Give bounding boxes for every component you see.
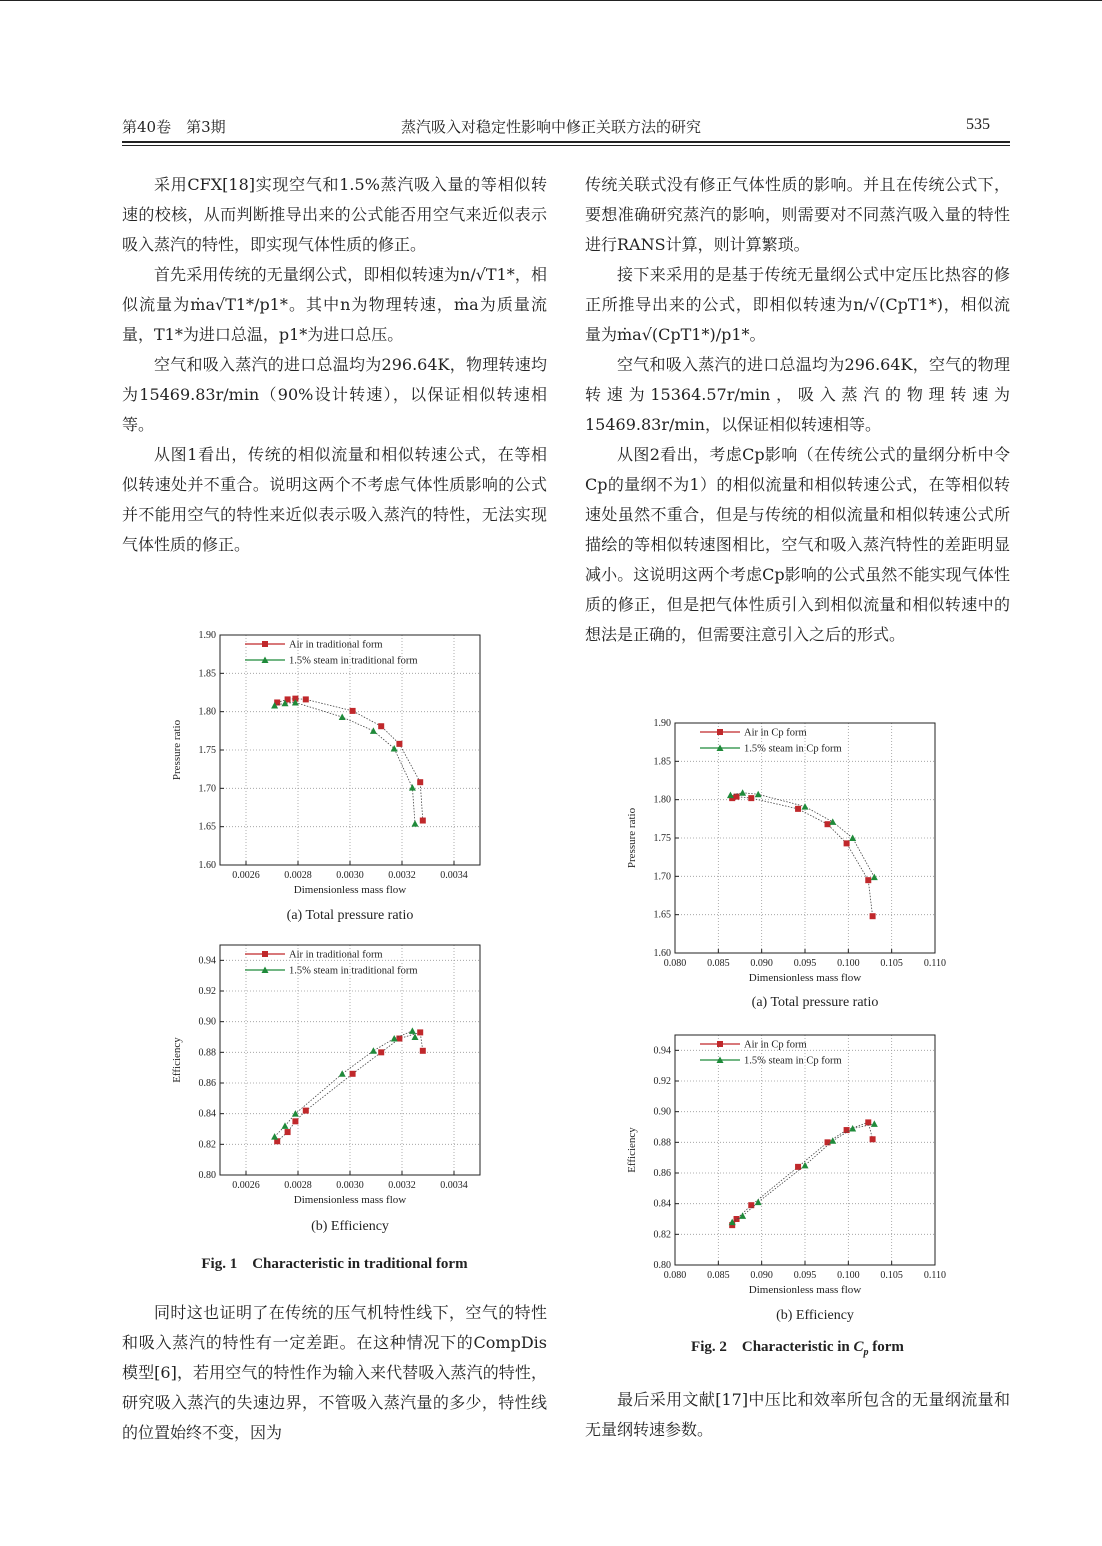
data-point — [727, 792, 734, 799]
data-point — [378, 723, 384, 729]
legend-label: Air in Cp form — [744, 727, 807, 739]
data-point — [844, 1127, 850, 1133]
y-axis-label: Pressure ratio — [171, 719, 183, 781]
x-tick-label: 0.095 — [793, 1270, 817, 1281]
data-point — [802, 803, 809, 810]
data-point — [409, 784, 416, 791]
x-tick-label: 0.100 — [837, 1270, 860, 1281]
x-tick-label: 0.0034 — [440, 870, 468, 881]
x-tick-label: 0.080 — [663, 958, 687, 969]
data-point — [870, 1136, 876, 1142]
fig2-caption-subscript: p — [863, 1347, 869, 1358]
y-axis-label: Efficiency — [171, 1037, 183, 1083]
paragraph: 接下来采用的是基于传统无量纲公式中定压比热容的修正所推导出来的公式，即相似转速为n/√(CpT1*)，相似流量为ṁa√(CpT1*)/p1*。 — [585, 265, 1010, 344]
left-column — [122, 170, 547, 560]
y-tick-label: 0.92 — [653, 1076, 671, 1087]
data-point — [795, 1164, 801, 1170]
paragraph: 传统关联式没有修正气体性质的影响。并且在传统公式下，要想准确研究蒸汽的影响，则需要对不同蒸汽吸入量的特性进行RANS计算，则计算繁琐。 — [585, 175, 1010, 254]
y-tick-label: 1.70 — [653, 871, 671, 883]
y-axis-label: Pressure ratio — [626, 807, 638, 869]
data-point — [417, 779, 423, 785]
fig2-caption-symbol: C — [853, 1339, 864, 1355]
x-tick-label: 0.080 — [663, 1270, 687, 1281]
fig1a-chart — [160, 620, 520, 910]
data-point — [825, 1139, 831, 1145]
x-axis-label: Dimensionless mass flow — [293, 884, 407, 896]
data-point — [420, 818, 426, 824]
x-tick-label: 0.085 — [707, 958, 730, 969]
data-point — [871, 1120, 878, 1127]
y-tick-label: 0.84 — [198, 1108, 216, 1120]
fig2a-caption: (a) Total pressure ratio — [751, 995, 879, 1010]
data-point — [303, 1108, 309, 1114]
fig2a-chart — [615, 708, 975, 998]
data-point — [303, 696, 309, 702]
y-tick-label: 0.82 — [653, 1229, 671, 1241]
paragraph: 最后采用文献[17]中压比和效率所包含的无量纲流量和无量纲转速参数。 — [585, 1390, 1010, 1439]
y-tick-label: 0.92 — [198, 986, 216, 997]
x-tick-label: 0.0026 — [232, 1180, 260, 1191]
data-point — [795, 806, 801, 812]
fig2-caption — [585, 1335, 1010, 1358]
y-tick-label: 1.60 — [653, 948, 671, 959]
paragraph: 首先采用传统的无量纲公式，即相似转速为n/√T1*，相似流量为ṁa√T1*/p1*。其中n为物理转速，ṁa为质量流量，T1*为进口总温，p1*为进口总压。 — [122, 265, 547, 344]
data-point — [417, 1029, 423, 1035]
y-tick-label: 0.88 — [653, 1137, 671, 1149]
data-point — [748, 795, 754, 801]
data-point — [396, 741, 402, 747]
y-axis-label: Efficiency — [626, 1127, 638, 1173]
data-point — [755, 791, 762, 798]
x-tick-label: 0.090 — [750, 1270, 773, 1281]
fig2-caption-suffix: form — [868, 1339, 904, 1355]
page-top-border — [0, 0, 1102, 1]
y-tick-label: 1.90 — [198, 630, 216, 641]
fig1-caption: Fig. 1 Characteristic in traditional form — [201, 1256, 468, 1272]
legend-marker — [717, 729, 723, 735]
data-point — [870, 913, 876, 919]
y-tick-label: 1.65 — [653, 909, 671, 921]
data-point — [748, 1202, 754, 1208]
paragraph: 从图2看出，考虑Cp影响（在传统公式的量纲分析中令Cp的量纲不为1）的相似流量和相似转速公式，在等相似转速处虽然不重合，但是与传统的相似流量和相似转速公式所描绘的等相似转速图相比，空气和吸入蒸汽特性的差距明显减小。这说明这两个考虑Cp影响的公式虽然不能实现气体性质的修正，但是把气体性质引入到相似流量和相似转速中的想法是正确的，但需要注意引入之后的形式。 — [585, 445, 1010, 644]
header-rule-thin — [122, 145, 1010, 146]
data-point — [350, 708, 356, 714]
data-point — [370, 727, 377, 734]
x-tick-label: 0.0030 — [336, 1180, 364, 1191]
paragraph: 从图1看出，传统的相似流量和相似转速公式，在等相似转速处并不重合。说明这两个不考虑气体性质影响的公式并不能用空气的特性来近似表示吸入蒸汽的特性，无法实现气体性质的修正。 — [122, 445, 547, 554]
series-line — [275, 702, 415, 823]
data-point — [396, 1036, 402, 1042]
x-tick-label: 0.105 — [880, 1270, 903, 1281]
y-tick-label: 0.86 — [198, 1078, 216, 1089]
x-axis-label: Dimensionless mass flow — [748, 1284, 862, 1296]
data-point — [849, 1125, 856, 1132]
legend-marker — [717, 1041, 723, 1047]
legend-label: Air in traditional form — [289, 639, 383, 651]
x-tick-label: 0.085 — [707, 1270, 730, 1281]
right-bottom-text — [585, 1385, 1010, 1445]
series-line — [732, 797, 872, 917]
data-point — [871, 874, 878, 881]
legend-label: 1.5% steam in Cp form — [744, 743, 842, 755]
x-tick-label: 0.110 — [923, 1270, 947, 1281]
x-tick-label: 0.090 — [750, 958, 773, 969]
y-tick-label: 0.82 — [198, 1139, 216, 1151]
y-tick-label: 0.88 — [198, 1047, 216, 1059]
paragraph: 同时这也证明了在传统的压气机特性线下，空气的特性和吸入蒸汽的特性有一定差距。在这种情况下的CompDis模型[6]，若用空气的特性作为输入来代替吸入蒸汽的特性，研究吸入蒸汽的失速边界，不管吸入蒸汽量的多少，特性线的位置始终不变，因为 — [122, 1303, 547, 1442]
header-rule — [122, 141, 1010, 143]
data-point — [350, 1071, 356, 1077]
x-tick-label: 0.0032 — [388, 1180, 416, 1191]
data-point — [285, 1129, 291, 1135]
fig1b-chart — [160, 930, 520, 1220]
fig2b-chart — [615, 1020, 975, 1310]
x-tick-label: 0.0032 — [388, 870, 416, 881]
y-tick-label: 0.86 — [653, 1168, 671, 1179]
y-tick-label: 1.90 — [653, 718, 671, 729]
legend-label: 1.5% steam in Cp form — [744, 1055, 842, 1067]
legend-label: 1.5% steam in traditional form — [289, 965, 418, 977]
page-number: 535 — [966, 116, 990, 133]
y-tick-label: 0.84 — [653, 1198, 671, 1210]
left-bottom-text — [122, 1298, 547, 1448]
series-line — [732, 1122, 872, 1225]
running-title: 蒸汽吸入对稳定性影响中修正关联方法的研究 — [400, 118, 701, 136]
paragraph: 空气和吸入蒸汽的进口总温均为296.64K，物理转速均为15469.83r/min（90%设计转速），以保证相似转速相等。 — [122, 355, 547, 434]
data-point — [865, 877, 871, 883]
y-tick-label: 0.90 — [653, 1106, 671, 1118]
y-tick-label: 1.65 — [198, 821, 216, 833]
legend-label: Air in Cp form — [744, 1039, 807, 1051]
x-tick-label: 0.0028 — [284, 1180, 312, 1191]
legend-marker — [262, 641, 268, 647]
fig1a-caption: (a) Total pressure ratio — [286, 908, 414, 923]
x-axis-label: Dimensionless mass flow — [748, 972, 862, 984]
legend-label: 1.5% steam in traditional form — [289, 655, 418, 667]
data-point — [339, 714, 346, 721]
y-tick-label: 1.80 — [653, 794, 671, 806]
data-point — [378, 1049, 384, 1055]
data-point — [370, 1047, 377, 1054]
x-tick-label: 0.0026 — [232, 870, 260, 881]
x-tick-label: 0.0028 — [284, 870, 312, 881]
data-point — [734, 1216, 740, 1222]
y-tick-label: 1.75 — [653, 833, 671, 844]
y-tick-label: 0.80 — [653, 1260, 671, 1271]
y-tick-label: 0.90 — [198, 1016, 216, 1028]
y-tick-label: 1.85 — [198, 668, 216, 680]
y-tick-label: 0.94 — [198, 955, 216, 967]
data-point — [844, 840, 850, 846]
data-point — [409, 1027, 416, 1034]
journal-volume: 第40卷 第3期 — [122, 118, 226, 136]
x-tick-label: 0.0030 — [336, 870, 364, 881]
x-tick-label: 0.0034 — [440, 1180, 468, 1191]
x-axis-label: Dimensionless mass flow — [293, 1194, 407, 1206]
y-tick-label: 1.70 — [198, 783, 216, 795]
legend-marker — [262, 951, 268, 957]
fig1b-caption: (b) Efficiency — [311, 1219, 389, 1234]
right-column — [585, 170, 1010, 650]
y-tick-label: 1.75 — [198, 745, 216, 756]
y-tick-label: 1.60 — [198, 860, 216, 871]
data-point — [420, 1048, 426, 1054]
y-tick-label: 1.85 — [653, 756, 671, 768]
legend-label: Air in traditional form — [289, 949, 383, 961]
x-tick-label: 0.100 — [837, 958, 860, 969]
y-tick-label: 0.80 — [198, 1170, 216, 1181]
y-tick-label: 1.80 — [198, 706, 216, 718]
fig2b-caption: (b) Efficiency — [776, 1308, 854, 1323]
paragraph: 空气和吸入蒸汽的进口总温均为296.64K，空气的物理转速为15364.57r/min，吸入蒸汽的物理转速为15469.83r/min，以保证相似转速相等。 — [585, 355, 1010, 434]
x-tick-label: 0.095 — [793, 958, 817, 969]
fig2-caption-prefix: Fig. 2 Characteristic in — [691, 1339, 854, 1355]
x-tick-label: 0.105 — [880, 958, 903, 969]
x-tick-label: 0.110 — [923, 958, 947, 969]
y-tick-label: 0.94 — [653, 1045, 671, 1057]
data-point — [339, 1070, 346, 1077]
paragraph: 采用CFX[18]实现空气和1.5%蒸汽吸入量的等相似转速的校核，从而判断推导出来的公式能否用空气来近似表示吸入蒸汽的特性，即实现气体性质的修正。 — [122, 175, 547, 254]
data-point — [292, 1118, 298, 1124]
data-point — [412, 820, 419, 827]
data-point — [739, 789, 746, 796]
